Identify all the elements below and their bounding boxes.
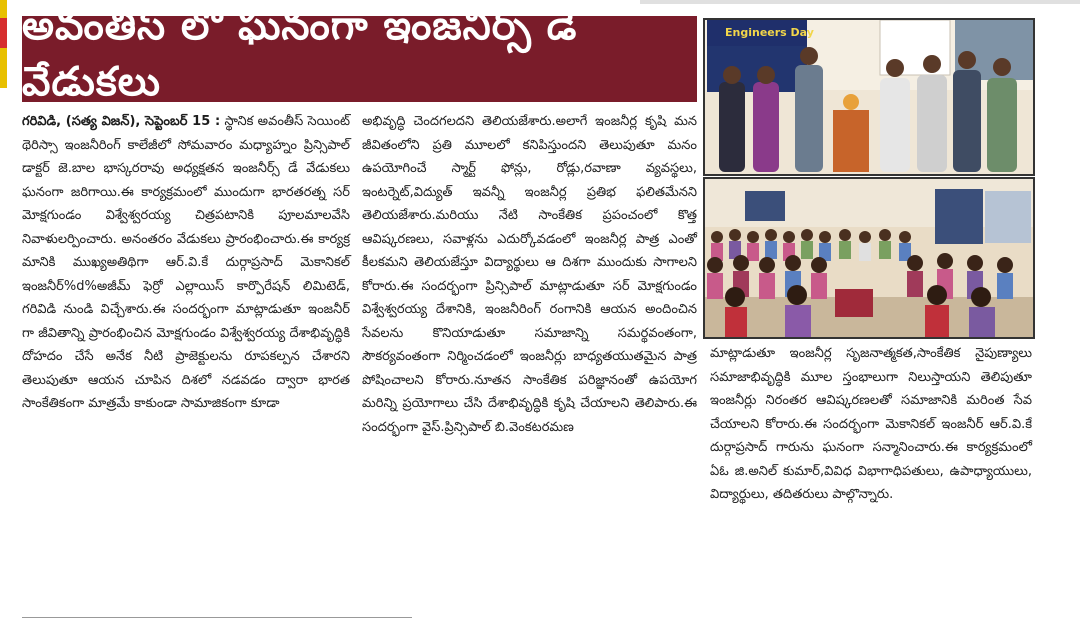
column-2-text: అభివృద్ధి చెందగలదని తెలియజేశారు.అలాగే ఇంజనీర్ల కృషి మన జీవితంలోని ప్రతి మూలలో కనిపిస్తుందని తెలుపుతూ మనం ఉపయోగించే స్మార్ట్ ఫోన్లు, రోడ్లు,రవాణా వ్యవస్థలు, ఇంటర్నెట్,విద్యుత్ ఇవన్నీ ఇంజనీర్ల ప్రతిభ ఫలితమేనని తెలియజేశారు.మరియు నేటి సాంకేతిక ప్రపంచంలో కొత్త ఆవిష్కరణలు, సవాళ్లను ఎదుర్కోవడంలో ఇంజనీర్ల పాత్ర ఎంతో కీలకమని తెలియజేస్తూ విద్యార్థులు ఆ దిశగా ముందుకు సాగాలని కోరారు.ఈ సందర్భంగా ప్రిన్సిపాల్ మాట్లాడుతూ సర్ మోక్షగుండం విశ్వేశ్వరయ్య దేశానికి, ఇంజనీరింగ్ రంగానికి ఆయన అందించిన సేవలను కొనియాడుతూ సమాజాన్ని సమర్థవంతంగా, సౌకర్యవంతంగా నిర్మించడంలో ఇంజనీర్లు బాధ్యతయుతమైన పాత్ర పోషించాలని కోరారు.నూతన సాంకేతిక పరిజ్ఞానంతో ఉపయోగ మరిన్ని ప్రయోగాలు చేసి దేశాభివృద్ధికి కృషి చేయాలని తెలిపారు.ఈ సందర్భంగా వైస్.ప్రిన్సిపాల్ బి.వెంకటరమణ	[362, 114, 697, 435]
bottom-rule	[22, 617, 412, 618]
page-edge-accent	[0, 0, 7, 88]
article-dateline: గరివిడి, (సత్య విజన్), సెప్టెంబర్ 15 :	[22, 114, 221, 129]
banner-text: Engineers Day	[725, 26, 814, 39]
column-3-text: మాట్లాడుతూ ఇంజనీర్ల సృజనాత్మకత,సాంకేతిక నైపుణ్యాలు సమాజాభివృద్ధికి మూల స్తంభాలుగా నిలుస్తాయని తెలిపుతూ ఇంజనీర్లు నిరంతర ఆవిష్కరణలతో సమాజానికి మరింత సేవ చేయాలని కోరారు.ఈ సందర్భంగా మెకానికల్ ఇంజనీర్ ఆర్.వి.కే దుర్గాప్రసాద్ గారును ఘనంగా సన్మానించారు.ఈ కార్యక్రమంలో ఏఓ జి.అనిల్ కుమార్,వివిధ విభాగాధిపతులు, ఉపాధ్యాయులు, విద్యార్థులు, తదితరులు పాల్గొన్నారు.	[710, 346, 1032, 502]
top-rule	[640, 0, 1080, 4]
photo-student-audience	[703, 177, 1035, 339]
article-column-2	[362, 110, 697, 439]
article-headline: అవంతీస్ లో ఘనంగా ఇంజనీర్స్ డే వేడుకలు	[22, 16, 697, 102]
article-column-3	[710, 342, 1032, 507]
audience-photo-illustration	[705, 179, 1033, 337]
column-1-text: స్థానిక అవంతీస్ సెయింట్ థెరిస్సా ఇంజనీరింగ్ కాలేజీలో సోమవారం మధ్యాహ్నం ప్రిన్సిపాల్ డాక్టర్ జె.బాల భాస్కరరావు అధ్యక్షతన ఇంజనీర్స్ డే వేడుకలు ఘనంగా జరిగాయి.ఈ కార్యక్రమంలో ముందుగా భారతరత్న సర్ మోక్షగుండం విశ్వేశ్వరయ్య చిత్రపటానికి పూలమాలవేసి నివాళులర్పించారు. అనంతరం వేడుకలు ప్రారంభించారు.ఈ కార్యక్ర మానికి ముఖ్యఅతిథిగా ఆర్.వి.కే దుర్గాప్రసాద్ మెకానికల్ ఇంజనీర్%d%అజీమ్ ఫెర్రో ఎల్లాయిస్ కార్పొరేషన్ లిమిటెడ్, గరివిడి నుండి విచ్చేశారు.ఈ సందర్భంగా మాట్లాడుతూ ఇంజనీర్ గా జీవితాన్ని ప్రారంభించిన మోక్షగుండం విశ్వేశ్వరయ్య దేశాభివృద్ధికి దోహదం చేసే అనేక నీటి ప్రాజెక్టులను రూపకల్పన చేశారని తెలుపుతూ ఆయన చూపిన దిశలో నడవడం ద్వారా భారత సాంకేతికంగా మాత్రమే కాకుండా సామాజికంగా కూడా	[22, 114, 350, 411]
stage-photo-illustration	[705, 20, 1033, 174]
photo-stage-guests	[703, 18, 1035, 176]
article-column-1	[22, 110, 350, 416]
